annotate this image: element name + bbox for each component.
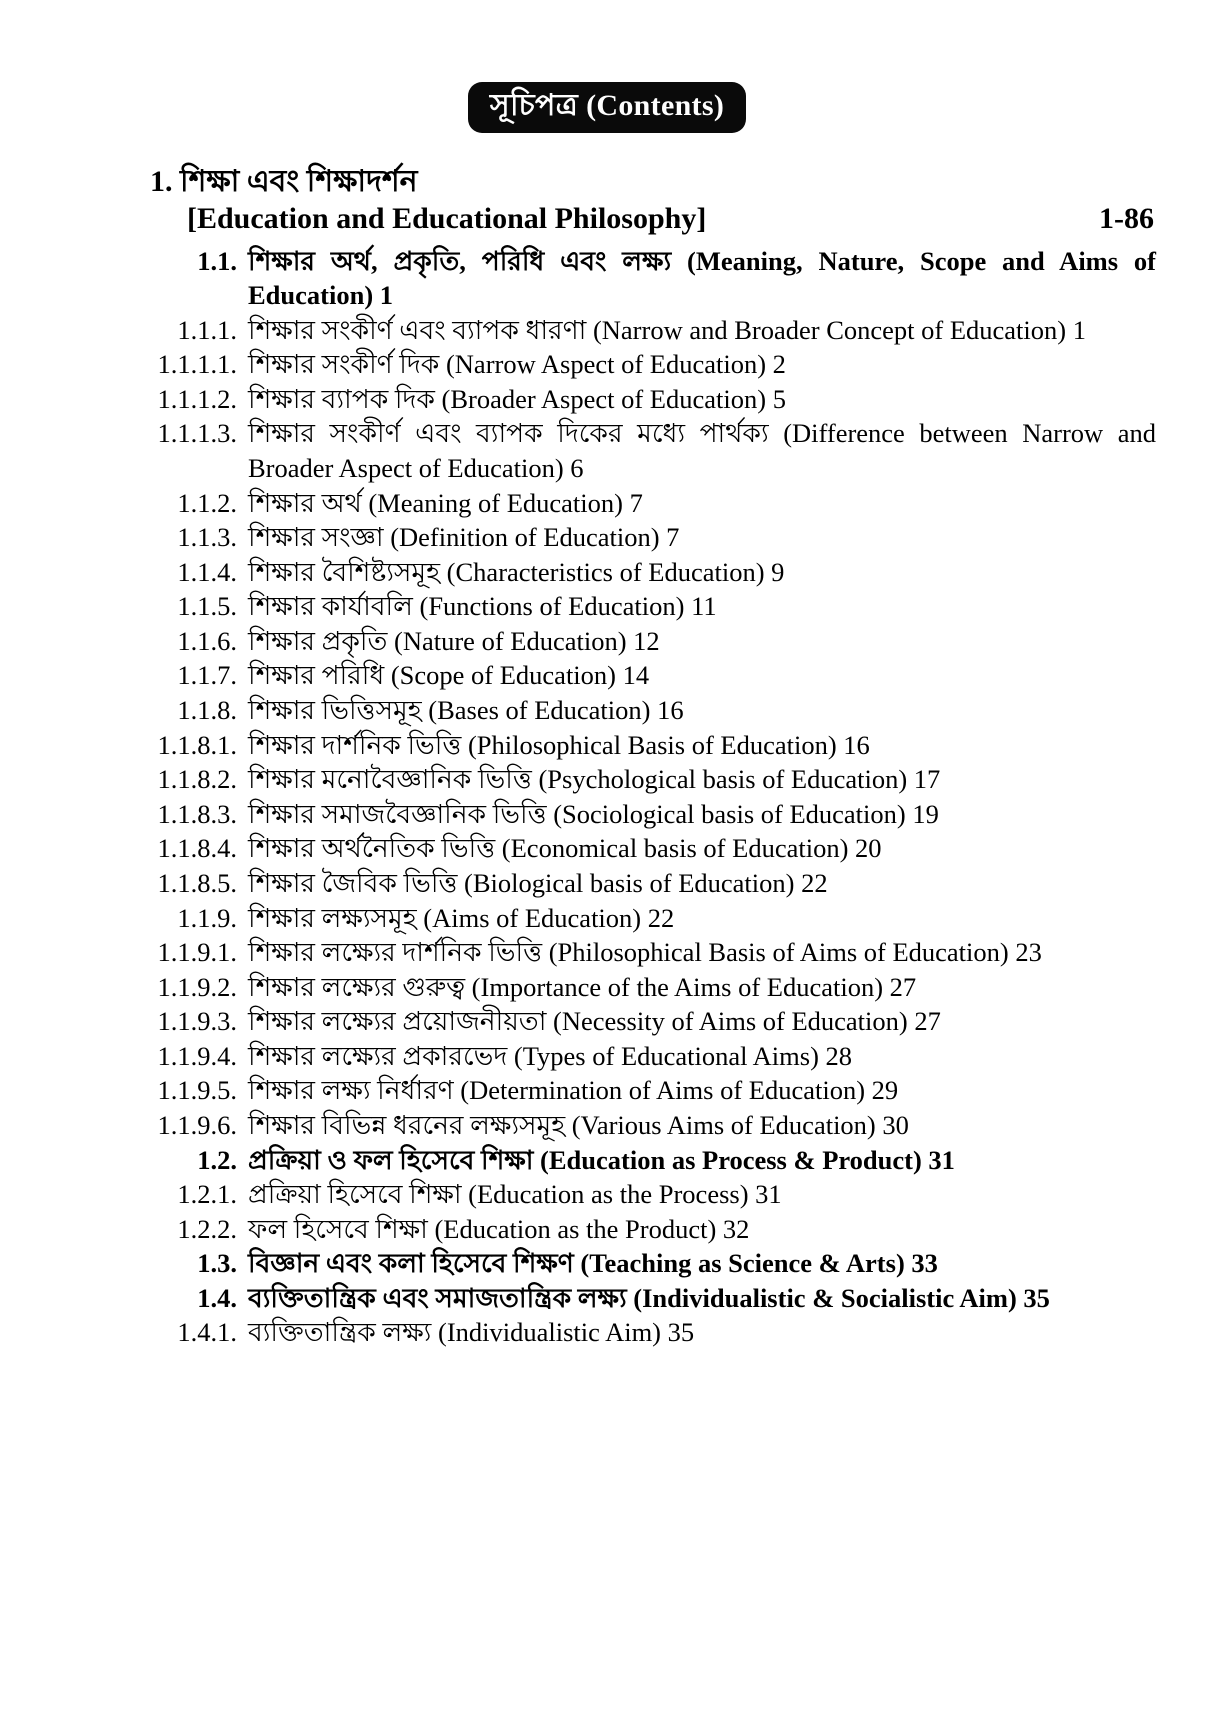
toc-entry-number: 1.1. bbox=[197, 245, 237, 276]
toc-entry-number: 1.1.1.2. bbox=[157, 383, 237, 414]
toc-entry-number: 1.1.4. bbox=[177, 556, 237, 587]
toc-entry[interactable] bbox=[0, 762, 1156, 797]
toc-entry[interactable] bbox=[0, 313, 1156, 348]
toc-entry-number: 1.3. bbox=[197, 1248, 237, 1279]
toc-entry-number: 1.1.7. bbox=[177, 660, 237, 691]
toc-entry[interactable] bbox=[0, 1143, 1156, 1178]
toc-entry-text: শিক্ষার লক্ষ্যের দার্শনিক ভিত্তি (Philosophical Basis of Aims of Education) 23 bbox=[248, 937, 1042, 968]
toc-entry[interactable] bbox=[0, 1315, 1156, 1350]
toc-entry-text: শিক্ষার লক্ষ্যসমূহ (Aims of Education) 22 bbox=[248, 902, 675, 933]
toc-entry[interactable] bbox=[0, 658, 1156, 693]
toc-entry-number: 1.1.8.5. bbox=[157, 867, 237, 898]
toc-entry-text: শিক্ষার লক্ষ্যের গুরুত্ব (Importance of the Aims of Education) 27 bbox=[248, 971, 917, 1002]
toc-entry-number: 1.1.8.2. bbox=[157, 764, 237, 795]
toc-entry[interactable] bbox=[0, 1246, 1156, 1281]
toc-entry-text: শিক্ষার সংকীর্ণ এবং ব্যাপক ধারণা (Narrow and Broader Concept of Education) 1 bbox=[248, 314, 1086, 345]
toc-entry-text: শিক্ষার অর্থ (Meaning of Education) 7 bbox=[248, 487, 643, 518]
toc-entry[interactable] bbox=[0, 382, 1156, 417]
toc-entry-number: 1.1.9.1. bbox=[157, 937, 237, 968]
toc-entry-number: 1.1.6. bbox=[177, 625, 237, 656]
toc-entry-number: 1.1.8.4. bbox=[157, 833, 237, 864]
toc-entry-text: শিক্ষার ব্যাপক দিক (Broader Aspect of Education) 5 bbox=[248, 383, 786, 414]
toc-entry-text: শিক্ষার বৈশিষ্ট্যসমূহ (Characteristics of Education) 9 bbox=[248, 556, 785, 587]
toc-entry[interactable] bbox=[0, 1281, 1156, 1316]
toc-entry-text: শিক্ষার সংকীর্ণ দিক (Narrow Aspect of Education) 2 bbox=[248, 349, 786, 380]
toc-entry-number: 1.1.1.1. bbox=[157, 349, 237, 380]
toc-entry-number: 1.1.9.4. bbox=[157, 1040, 237, 1071]
page-title-english: (Contents) bbox=[586, 89, 725, 122]
toc-entry-text: শিক্ষার কার্যাবলি (Functions of Education) 11 bbox=[248, 591, 717, 622]
toc-entry[interactable] bbox=[0, 1039, 1156, 1074]
toc-entry-text: শিক্ষার সংজ্ঞা (Definition of Education) 7 bbox=[248, 522, 680, 553]
toc-entry-number: 1.1.8. bbox=[177, 695, 237, 726]
toc-entry-text: শিক্ষার প্রকৃতি (Nature of Education) 12 bbox=[248, 625, 660, 656]
toc-entry-text: প্রক্রিয়া হিসেবে শিক্ষা (Education as the Process) 31 bbox=[248, 1179, 782, 1210]
toc-entry-text: ব্যক্তিতান্ত্রিক এবং সমাজতান্ত্রিক লক্ষ্য (Individualistic & Socialistic Aim) 35 bbox=[248, 1282, 1050, 1313]
toc-entry-text: ফল হিসেবে শিক্ষা (Education as the Product) 32 bbox=[248, 1213, 750, 1244]
toc-entry[interactable] bbox=[0, 935, 1156, 970]
toc-entry-number: 1.1.9.2. bbox=[157, 971, 237, 1002]
page-title-container bbox=[0, 0, 1214, 133]
toc-entry[interactable] bbox=[0, 831, 1156, 866]
toc-entry-number: 1.4.1. bbox=[177, 1317, 237, 1348]
toc-entry[interactable] bbox=[0, 901, 1156, 936]
page-title-badge bbox=[468, 82, 746, 133]
toc-entry-text: শিক্ষার লক্ষ্যের প্রয়োজনীয়তা (Necessity of Aims of Education) 27 bbox=[248, 1006, 941, 1037]
toc-entry-number: 1.2. bbox=[197, 1144, 237, 1175]
toc-entry-number: 1.1.1. bbox=[177, 314, 237, 345]
toc-entry-number: 1.1.9. bbox=[177, 902, 237, 933]
toc-entry[interactable] bbox=[0, 1073, 1156, 1108]
chapter-title-english: [Education and Educational Philosophy] bbox=[187, 202, 707, 236]
chapter-heading-english-line bbox=[150, 200, 1156, 238]
toc-entry-number: 1.1.8.1. bbox=[157, 729, 237, 760]
toc-entry[interactable] bbox=[0, 520, 1156, 555]
toc-entry-text: শিক্ষার সমাজবৈজ্ঞানিক ভিত্তি (Sociological basis of Education) 19 bbox=[248, 798, 939, 829]
toc-entry[interactable] bbox=[0, 624, 1156, 659]
toc-entry[interactable] bbox=[0, 866, 1156, 901]
toc-entry-text: ব্যক্তিতান্ত্রিক লক্ষ্য (Individualistic Aim) 35 bbox=[248, 1317, 695, 1348]
toc-entry[interactable] bbox=[0, 1108, 1156, 1143]
toc-entry-number: 1.1.2. bbox=[177, 487, 237, 518]
toc-entry[interactable] bbox=[0, 347, 1156, 382]
toc-entry-text: শিক্ষার ভিত্তিসমূহ (Bases of Education) 16 bbox=[248, 695, 684, 726]
chapter-page-range: 1-86 bbox=[1099, 202, 1154, 236]
toc-entry-number: 1.1.3. bbox=[177, 522, 237, 553]
toc-entry-number: 1.1.9.5. bbox=[157, 1075, 237, 1106]
toc-entry-text: শিক্ষার বিভিন্ন ধরনের লক্ষ্যসমূহ (Various Aims of Education) 30 bbox=[248, 1110, 909, 1140]
toc-entry[interactable] bbox=[0, 555, 1156, 590]
toc-entry[interactable] bbox=[0, 1004, 1156, 1039]
toc-entry-text: প্রক্রিয়া ও ফল হিসেবে শিক্ষা (Education as Process & Product) 31 bbox=[248, 1144, 955, 1175]
chapter-heading-bengali-line bbox=[150, 163, 1156, 201]
toc-entry-number: 1.1.8.3. bbox=[157, 798, 237, 829]
toc-entry[interactable] bbox=[0, 693, 1156, 728]
toc-entry-list bbox=[0, 244, 1214, 1351]
page-title-bengali: সূচিপত্র bbox=[489, 89, 579, 122]
chapter-heading bbox=[0, 163, 1214, 238]
toc-entry[interactable] bbox=[0, 416, 1156, 485]
toc-entry-number: 1.1.9.6. bbox=[157, 1110, 237, 1140]
toc-entry-text: শিক্ষার অর্থনৈতিক ভিত্তি (Economical basis of Education) 20 bbox=[248, 833, 882, 864]
toc-entry[interactable] bbox=[0, 728, 1156, 763]
toc-entry[interactable] bbox=[0, 244, 1156, 313]
toc-entry-text: শিক্ষার সংকীর্ণ এবং ব্যাপক দিকের মধ্যে পার্থক্য (Difference between Narrow and Broader Aspect of Education) 6 bbox=[248, 418, 1156, 484]
toc-entry[interactable] bbox=[0, 589, 1156, 624]
toc-entry-text: শিক্ষার লক্ষ্যের প্রকারভেদ (Types of Educational Aims) 28 bbox=[248, 1040, 853, 1071]
toc-entry-text: শিক্ষার মনোবৈজ্ঞানিক ভিত্তি (Psychological basis of Education) 17 bbox=[248, 764, 941, 795]
toc-entry-number: 1.2.1. bbox=[177, 1179, 237, 1210]
toc-entry-number: 1.2.2. bbox=[177, 1213, 237, 1244]
toc-entry-number: 1.1.5. bbox=[177, 591, 237, 622]
toc-entry[interactable] bbox=[0, 797, 1156, 832]
toc-entry-text: শিক্ষার পরিধি (Scope of Education) 14 bbox=[248, 660, 650, 691]
toc-entry-text: শিক্ষার জৈবিক ভিত্তি (Biological basis of Education) 22 bbox=[248, 867, 828, 898]
toc-entry[interactable] bbox=[0, 486, 1156, 521]
toc-entry-number: 1.4. bbox=[197, 1282, 237, 1313]
toc-entry-text: শিক্ষার দার্শনিক ভিত্তি (Philosophical Basis of Education) 16 bbox=[248, 729, 870, 760]
toc-entry-text: শিক্ষার অর্থ, প্রকৃতি, পরিধি এবং লক্ষ্য (Meaning, Nature, Scope and Aims of Education) 1 bbox=[248, 245, 1156, 311]
chapter-title-bengali: শিক্ষা এবং শিক্ষাদর্শন bbox=[180, 164, 418, 198]
toc-entry-text: শিক্ষার লক্ষ্য নির্ধারণ (Determination of Aims of Education) 29 bbox=[248, 1075, 899, 1106]
chapter-number: 1. bbox=[150, 164, 173, 198]
toc-entry-text: বিজ্ঞান এবং কলা হিসেবে শিক্ষণ (Teaching as Science & Arts) 33 bbox=[248, 1248, 938, 1279]
toc-entry-number: 1.1.9.3. bbox=[157, 1006, 237, 1037]
toc-entry-number: 1.1.1.3. bbox=[157, 418, 237, 449]
toc-entry[interactable] bbox=[0, 1177, 1156, 1212]
toc-entry[interactable] bbox=[0, 970, 1156, 1005]
toc-entry[interactable] bbox=[0, 1212, 1156, 1247]
